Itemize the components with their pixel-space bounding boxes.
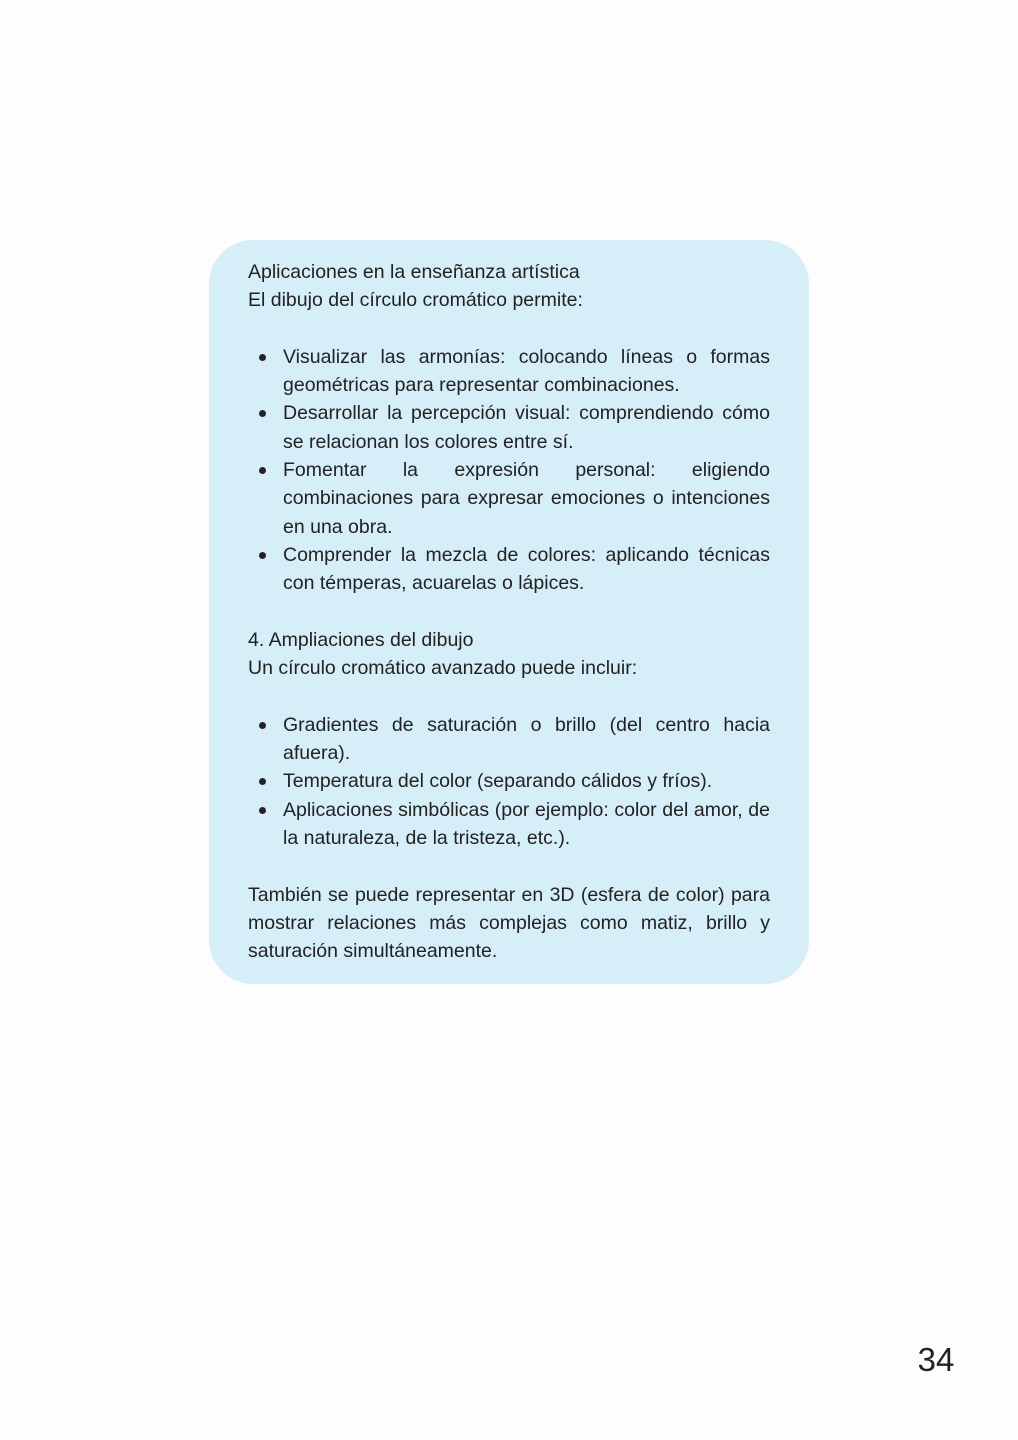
list-item-text: Comprender la mezcla de colores: aplicando técnicas con témperas, acuarelas o lápices. <box>283 543 770 595</box>
list-item-text: Gradientes de saturación o brillo (del centro hacia afuera). <box>283 713 770 765</box>
section-intro-extensions: Un círculo cromático avanzado puede incluir: <box>248 657 638 680</box>
list-item-text: Temperatura del color (separando cálidos y fríos). <box>283 770 713 793</box>
section-heading-applications: Aplicaciones en la enseñanza artística <box>248 261 580 283</box>
page-number: 34 <box>917 1341 955 1378</box>
spacer <box>248 598 770 626</box>
list-item-text: Fomentar la expresión personal: eligiendo combinaciones para expresar emociones o intenciones en una obra. <box>283 459 770 538</box>
bullet-icon <box>259 807 266 814</box>
section-heading-extensions: 4. Ampliaciones del dibujo <box>248 628 474 651</box>
bullet-icon <box>259 778 266 785</box>
list-item <box>248 711 770 768</box>
list-item-text: Desarrollar la percepción visual: comprendiendo cómo se relacionan los colores entre sí. <box>283 402 770 453</box>
bullet-icon <box>259 410 266 417</box>
extensions-list <box>248 711 770 852</box>
bullet-icon <box>259 552 266 559</box>
list-item <box>248 796 770 853</box>
list-item <box>248 541 770 598</box>
list-item-text: Aplicaciones simbólicas (por ejemplo: color del amor, de la naturaleza, de la tristeza, etc.). <box>283 798 770 849</box>
bullet-icon <box>259 354 266 361</box>
list-item <box>248 456 770 541</box>
spacer <box>248 682 770 710</box>
applications-list <box>248 343 770 598</box>
list-item <box>248 399 770 456</box>
bullet-icon <box>259 467 266 474</box>
list-item <box>248 343 770 400</box>
list-item <box>248 767 770 795</box>
spacer <box>248 852 770 880</box>
closing-paragraph: También se puede representar en 3D (esfera de color) para mostrar relaciones más complejas como matiz, brillo y saturación simultáneamente. <box>248 883 770 963</box>
section-intro-applications: El dibujo del círculo cromático permite: <box>248 289 583 312</box>
content-panel <box>209 240 809 984</box>
list-item-text: Visualizar las armonías: colocando líneas o formas geométricas para representar combinaciones. <box>283 345 770 397</box>
spacer <box>248 315 770 343</box>
bullet-icon <box>259 722 266 729</box>
